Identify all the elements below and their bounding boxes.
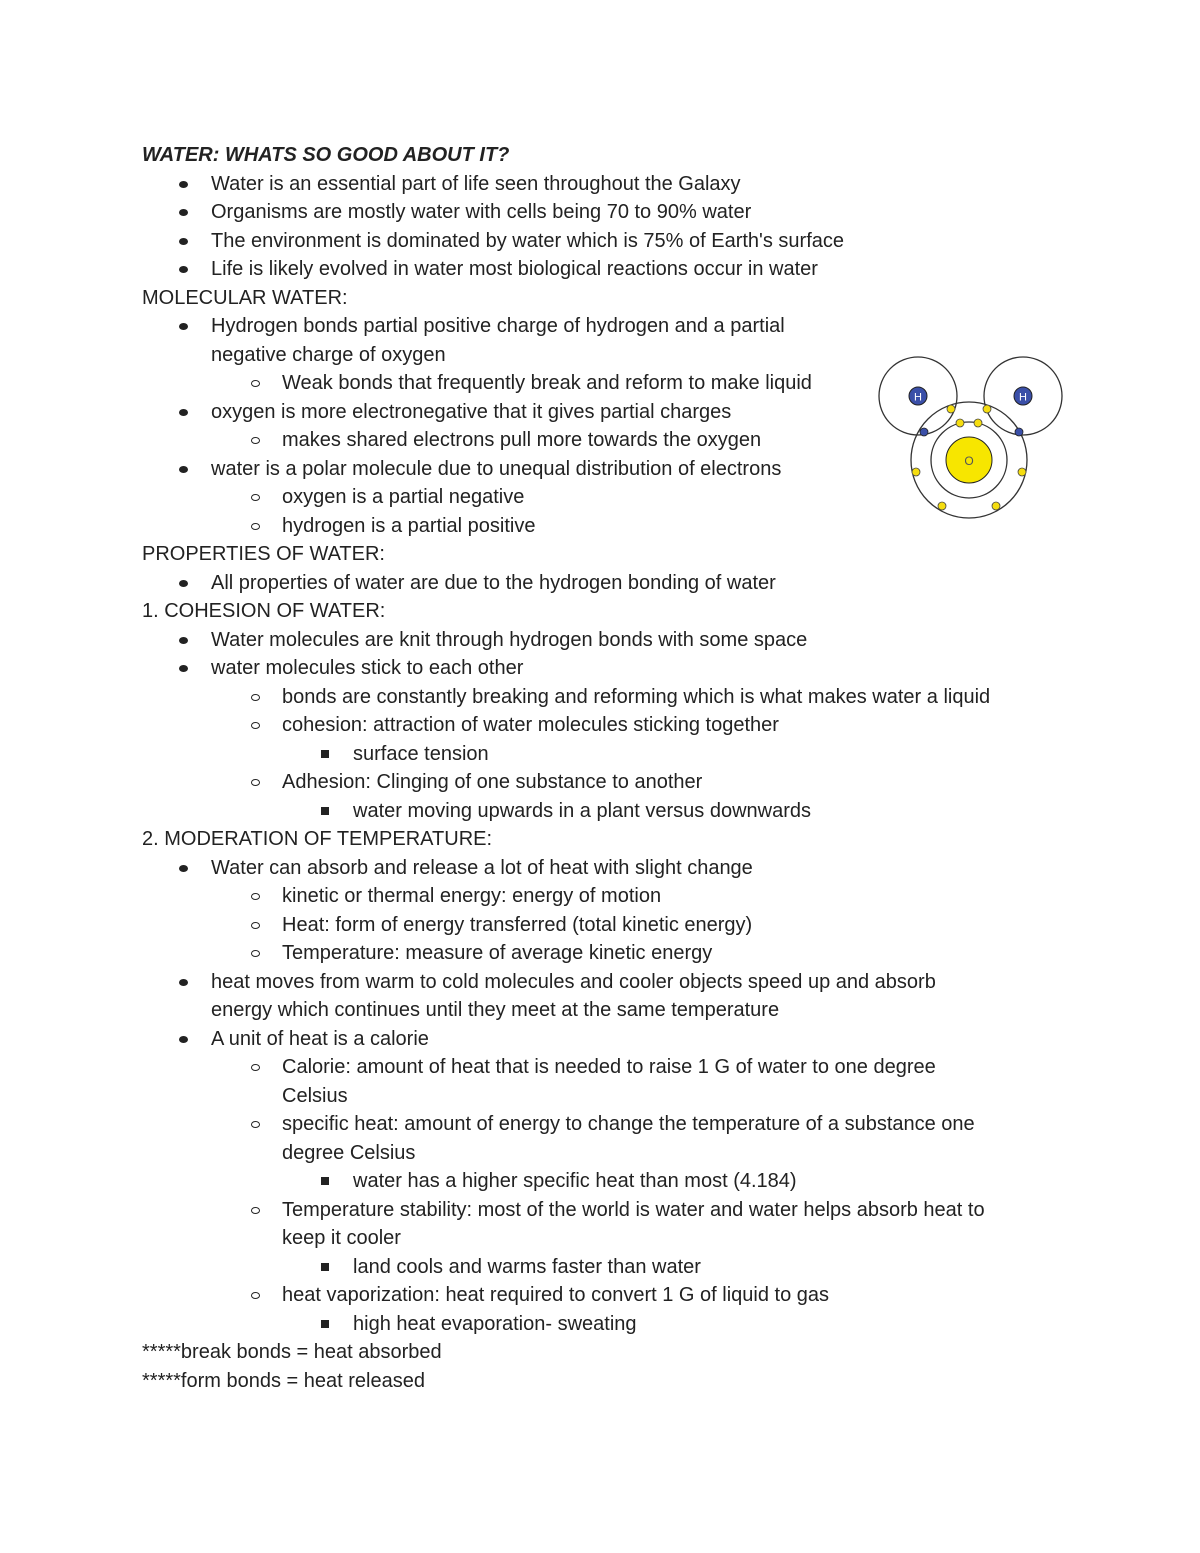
bullet-disc-icon [179,209,188,216]
bullet-square-icon [321,807,329,815]
bullet-circle-icon [251,523,260,530]
bullet-square-icon [321,1263,329,1271]
list-item: Calorie: amount of heat that is needed to raise 1 G of water to one degree [142,1053,1072,1082]
list-item: surface tension [142,740,1072,769]
list-item: Hydrogen bonds partial positive charge of hydrogen and a partial [142,312,1072,341]
bullet-circle-icon [251,893,260,900]
water-molecule-diagram [872,352,1068,524]
bullet-disc-icon [179,466,188,473]
bullet-disc-icon [179,409,188,416]
footer-note: *****form bonds = heat released [142,1369,425,1392]
hydrogen-atom-right [984,357,1062,435]
bullet-square-icon [321,1177,329,1185]
bullet-circle-icon [251,437,260,444]
list-item: The environment is dominated by water which is 75% of Earth's surface [142,227,1072,256]
bullet-disc-icon [179,865,188,872]
document-title: WATER: WHATS SO GOOD ABOUT IT? [142,144,510,166]
list-item: Organisms are mostly water with cells being 70 to 90% water [142,198,1072,227]
bullet-disc-icon [179,580,188,587]
bullet-circle-icon [251,494,260,501]
oxygen-atom [911,402,1027,518]
list-item: Water molecules are knit through hydrogen bonds with some space [142,626,1072,655]
list-item: specific heat: amount of energy to change the temperature of a substance one [142,1110,1072,1139]
bullet-circle-icon [251,779,260,786]
hydrogen-label: H [1019,391,1027,404]
bullet-disc-icon [179,266,188,273]
list-item: Adhesion: Clinging of one substance to another [142,768,1072,797]
bullet-disc-icon [179,238,188,245]
hydrogen-label: H [914,391,922,404]
list-item: Weak bonds that frequently break and reform to make liquid [142,369,1072,398]
list-item: water has a higher specific heat than most (4.184) [142,1167,1072,1196]
bullet-square-icon [321,1320,329,1328]
list-item-continuation: keep it cooler [282,1227,401,1249]
document-page [142,141,1072,1395]
bullet-disc-icon [179,665,188,672]
list-item: oxygen is more electronegative that it gives partial charges [142,398,1072,427]
list-item: cohesion: attraction of water molecules sticking together [142,711,1072,740]
list-item-continuation: energy which continues until they meet at the same temperature [211,999,780,1021]
bullet-disc-icon [179,979,188,986]
bullet-circle-icon [251,1207,260,1214]
list-item: bonds are constantly breaking and reforming which is what makes water a liquid [142,683,1072,712]
section-heading-properties: PROPERTIES OF WATER: [142,543,385,565]
hydrogen-atom-left [879,357,957,435]
bullet-circle-icon [251,950,260,957]
bullet-circle-icon [251,380,260,387]
list-item: A unit of heat is a calorie [142,1025,1072,1054]
bullet-circle-icon [251,1064,260,1071]
bullet-disc-icon [179,637,188,644]
list-item: water is a polar molecule due to unequal distribution of electrons [142,455,1072,484]
section-heading-molecular: MOLECULAR WATER: [142,286,348,309]
list-item-continuation: Celsius [282,1084,348,1107]
list-item: oxygen is a partial negative [142,483,1072,512]
bullet-circle-icon [251,922,260,929]
list-item: Life is likely evolved in water most biological reactions occur in water [142,255,1072,284]
list-item-continuation: negative charge of oxygen [211,343,446,366]
bullet-circle-icon [251,1292,260,1299]
list-item-continuation: degree Celsius [282,1141,416,1164]
list-item: Temperature: measure of average kinetic energy [142,939,1072,968]
list-item: All properties of water are due to the hydrogen bonding of water [142,569,1072,598]
section-heading-cohesion: 1. COHESION OF WATER: [142,600,386,622]
list-item: hydrogen is a partial positive [142,512,1072,541]
list-item: kinetic or thermal energy: energy of motion [142,882,1072,911]
list-item: Heat: form of energy transferred (total kinetic energy) [142,911,1072,940]
section-heading-moderation: 2. MODERATION OF TEMPERATURE: [142,828,493,850]
bullet-disc-icon [179,1036,188,1043]
list-item: Water is an essential part of life seen throughout the Galaxy [142,170,1072,199]
list-item: Water can absorb and release a lot of heat with slight change [142,854,1072,883]
list-item: heat vaporization: heat required to convert 1 G of liquid to gas [142,1281,1072,1310]
footer-note: *****break bonds = heat absorbed [142,1341,442,1363]
bullet-square-icon [321,750,329,758]
bullet-disc-icon [179,323,188,330]
list-item: makes shared electrons pull more towards the oxygen [142,426,1072,455]
list-item: high heat evaporation- sweating [142,1310,1072,1339]
list-item: heat moves from warm to cold molecules and cooler objects speed up and absorb [142,968,1072,997]
bullet-circle-icon [251,722,260,729]
list-item: Temperature stability: most of the world is water and water helps absorb heat to [142,1196,1072,1225]
list-item: land cools and warms faster than water [142,1253,1072,1282]
bullet-circle-icon [251,694,260,701]
list-item: water moving upwards in a plant versus downwards [142,797,1072,826]
bullet-circle-icon [251,1121,260,1128]
list-item: water molecules stick to each other [142,654,1072,683]
bullet-disc-icon [179,181,188,188]
oxygen-label: O [964,454,974,468]
